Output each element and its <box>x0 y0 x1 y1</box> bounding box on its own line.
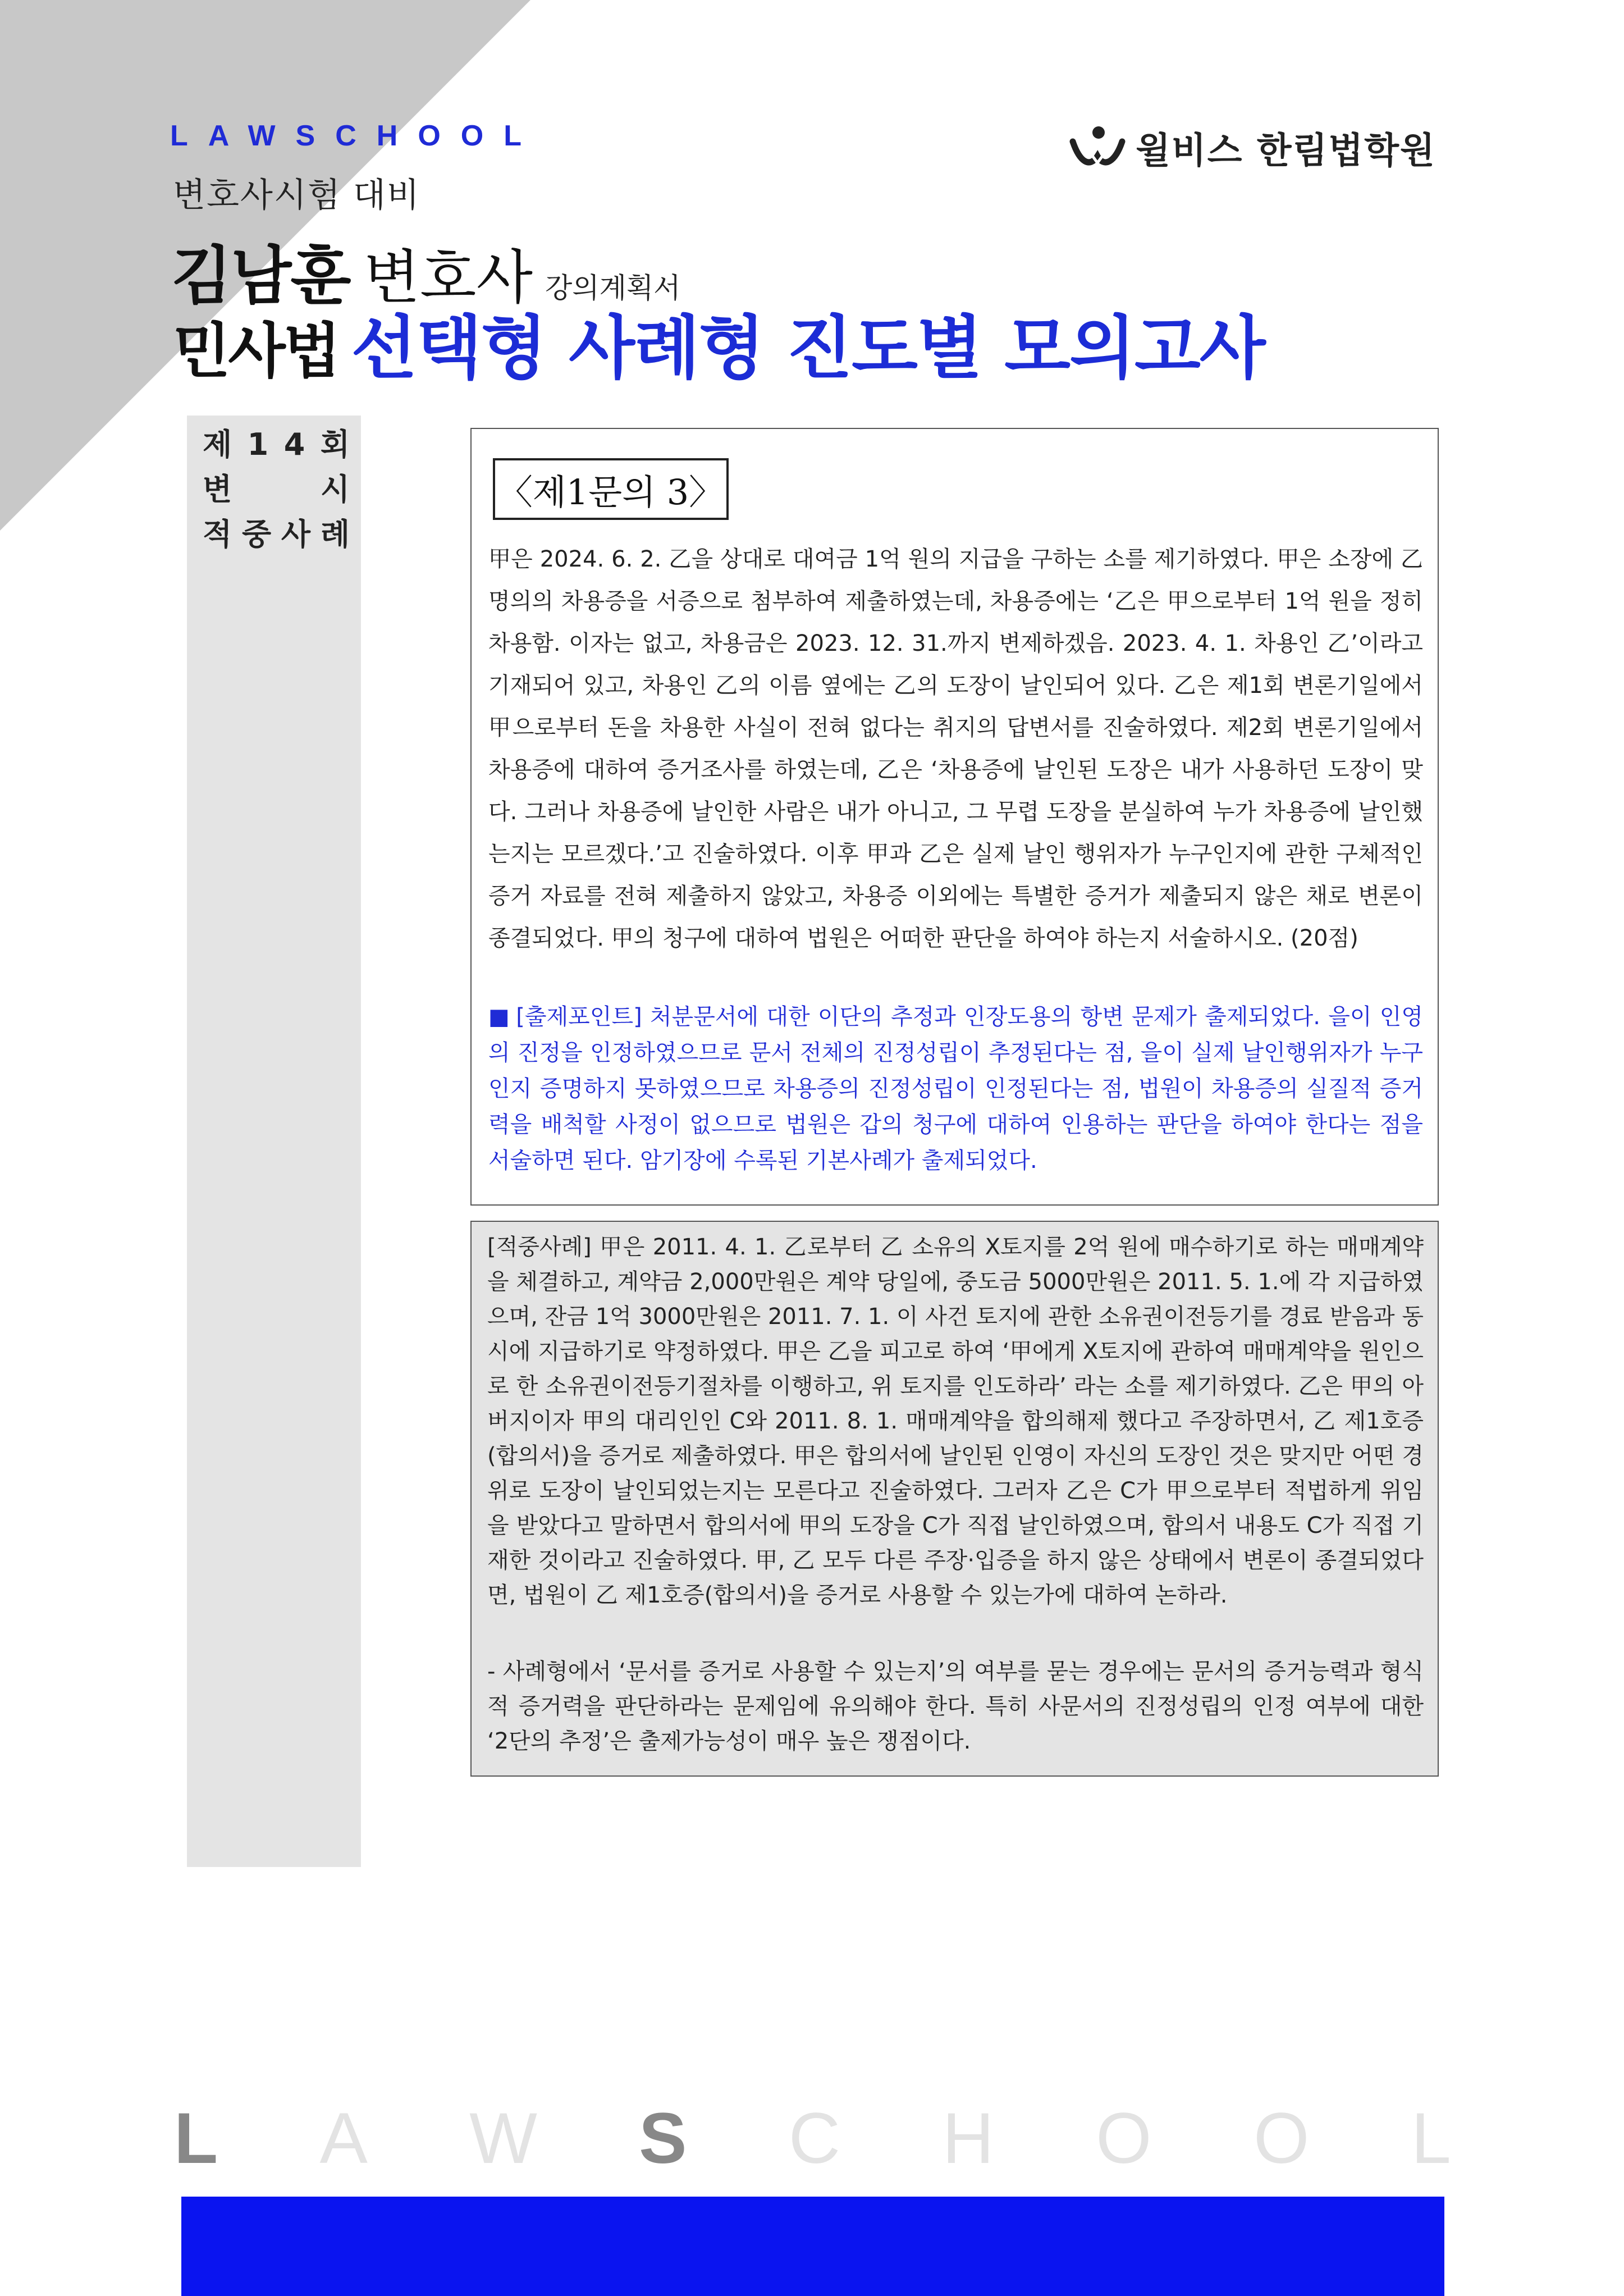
willbes-logo-icon <box>1069 122 1126 173</box>
document-type: 강의계획서 <box>545 272 681 304</box>
footer-bar <box>181 2197 1444 2296</box>
academy-name: 윌비스 한림법학원 <box>1136 130 1436 172</box>
question-body: 甲은 2024. 6. 2. 乙을 상대로 대여금 1억 원의 지급을 구하는 소를 제기하였다. 甲은 소장에 乙 명의의 차용증을 서증으로 첨부하여 제출하였는데, 차용증에는 ‘乙은 甲으로부터 1억 원을 정히 차용함. 이자는 없고, 차용금은 2023. 12. 31.까지 변제하겠음. 2023. 4. 1. 차용인 乙’이라고 기재되어 있고, 차용인 乙의 이름 옆에는 乙의 도장이 날인되어 있다. 乙은 제1회 변론기일에서 甲으로부터 돈을 차용한 사실이 전혀 없다는 취지의 답변서를 진술하였다. 제2회 변론기일에서 차용증에 대하여 증거조사를 하였는데, 乙은 ‘차용증에 날인된 도장은 내가 사용하던 도장이 맞다. 그러나 차용증에 날인한 사람은 내가 아니고, 그 무렵 도장을 분실하여 누가 차용증에 날인했는지는 모르겠다.’고 진술하였다. 이후 甲과 乙은 실제 날인 행위자가 누구인지에 관한 구체적인 증거 자료를 전혀 제출하지 않았고, 차용증 이외에는 특별한 증거가 제출되지 않은 채로 변론이 종결되었다. 甲의 청구에 대하여 법원은 어떠한 판단을 하여야 하는지 서술하시오. (20점) <box>488 546 1423 951</box>
hit-case-note: - 사례형에서 ‘문서를 증거로 사용할 수 있는지’의 여부를 묻는 경우에는 문서의 증거능력과 형식적 증거력을 판단하라는 문제임에 유의해야 한다. 특히 사문서의 진정성립의 인정 여부에 대한 ‘2단의 추정’은 출제가능성이 매우 높은 쟁점이다. <box>487 1659 1424 1754</box>
sidebar-line-session: 제 1 4 회 <box>203 427 350 462</box>
exam-point-text: [출제포인트] 처분문서에 대한 이단의 추정과 인장도용의 항변 문제가 출제되었다. 을이 인영의 진정을 인정하였으므로 문서 전체의 진정성립이 추정된다는 점, 을이 실제 날인행위자가 누구인지 증명하지 못하였으므로 차용증의 진정성립이 인정된다는 점, 법원이 차용증의 실질적 증거력을 배척할 사정이 없으므로 법원은 갑의 청구에 대하여 인용하는 판단을 하여야 한다는 점을 서술하면 된다. 암기장에 수록된 기본사례가 출제되었다. <box>488 1004 1423 1174</box>
lecturer-title: 변호사 <box>363 243 533 312</box>
square-bullet-icon: ■ <box>488 1004 511 1030</box>
sidebar-line-hit-case: 적 중 사 례 <box>203 517 350 552</box>
question-label: 〈제1문의 3〉 <box>493 458 729 520</box>
sidebar-line-exam: 변 시 <box>203 472 350 507</box>
subject-label: 민사법 <box>173 317 339 386</box>
hit-case-body: [적중사례] 甲은 2011. 4. 1. 乙로부터 乙 소유의 X토지를 2억 원에 매수하기로 하는 매매계약을 체결하고, 계약금 2,000만원은 계약 당일에, 중도금 5000만원은 2011. 5. 1.에 각 지급하였으며, 잔금 1억 3000만원은 2011. 7. 1. 이 사건 토지에 관한 소유권이전등기를 경료 받음과 동시에 지급하기로 약정하였다. 甲은 乙을 피고로 하여 ‘甲에게 X토지에 관하여 매매계약을 원인으로 한 소유권이전등기절차를 이행하고, 위 토지를 인도하라’ 라는 소를 제기하였다. 乙은 甲의 아버지이자 甲의 대리인인 C와 2011. 8. 1. 매매계약을 합의해제 했다고 주장하면서, 乙 제1호증(합의서)을 증거로 제출하였다. 甲은 합의서에 날인된 인영이 자신의 도장인 것은 맞지만 어떤 경위로 도장이 날인되었는지는 모른다고 진술하였다. 그러자 乙은 C가 甲으로부터 적법하게 위임을 받았다고 말하면서 합의서에 甲의 도장을 C가 직접 날인하였으며, 합의서 내용도 C가 직접 기재한 것이라고 진술하였다. 甲, 乙 모두 다른 주장·입증을 하지 않은 상태에서 변론이 종결되었다면, 법원이 乙 제1호증(합의서)을 증거로 사용할 수 있는가에 대하여 논하라. <box>487 1234 1424 1608</box>
academy-brand[interactable] <box>1069 122 1436 173</box>
question-box <box>470 428 1439 1206</box>
exam-subtitle: 변호사시험 대비 <box>173 176 420 215</box>
page-title <box>173 293 1265 391</box>
exam-point <box>488 999 1423 1179</box>
main-title: 선택형 사례형 진도별 모의고사 <box>351 308 1265 388</box>
lecturer-name: 김남훈 <box>171 240 350 313</box>
hit-case-box <box>470 1221 1439 1777</box>
footer-wordmark: L A W S C H O O L <box>174 2098 1451 2179</box>
lawschool-wordmark: LAWSCHOOL <box>170 120 542 152</box>
sidebar <box>187 416 361 1867</box>
